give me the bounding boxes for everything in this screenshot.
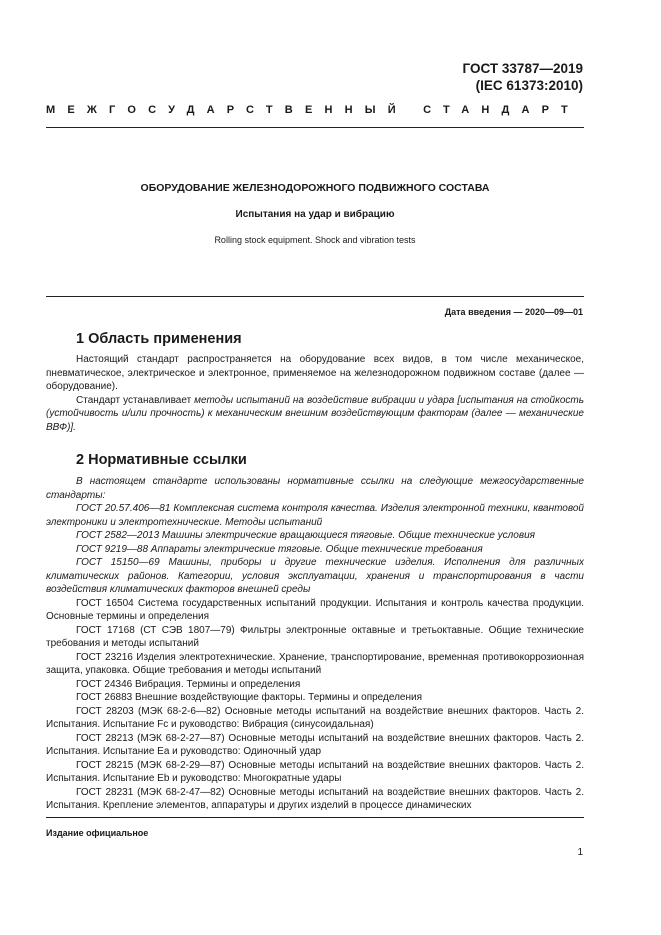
introduction-date: Дата введения — 2020—09—01	[444, 307, 583, 317]
document-title-english: Rolling stock equipment. Shock and vibration tests	[214, 235, 416, 245]
document-id-block	[463, 60, 583, 94]
iec-number: (IEC 61373:2010)	[475, 78, 583, 93]
paragraph: В настоящем стандарте использованы нормативные ссылки на следующие межгосударственные стандарты:	[46, 476, 584, 501]
edition-label: Издание официальное	[46, 828, 149, 838]
reference-item: ГОСТ 15150—69 Машины, приборы и другие технические изделия. Исполнения для различных климатических районов. Категории, условия эксплуатации, хранения и транспортирования в части воздействия климатических факторов внешней среды	[46, 557, 584, 595]
paragraph: Стандарт устанавливает методы испытаний на воздействие вибрации и удара [испытания на стойкость (устойчивость и/или прочность) к механическим внешним воздействующим факторам (далее — механические ВВФ)].	[46, 394, 584, 433]
reference-item: ГОСТ 26883 Внешние воздействующие факторы. Термины и определения	[76, 692, 423, 703]
reference-item: ГОСТ 28203 (МЭК 68-2-6—82) Основные методы испытаний на воздействие внешних факторов. Часть 2. Испытания. Испытание Fc и руководство: Вибрация (синусоидальная)	[46, 705, 584, 730]
page-number: 1	[577, 847, 583, 858]
document-title: ОБОРУДОВАНИЕ ЖЕЛЕЗНОДОРОЖНОГО ПОДВИЖНОГО СОСТАВА	[140, 182, 490, 194]
section-2-heading: 2 Нормативные ссылки	[76, 452, 247, 468]
reference-item: ГОСТ 28215 (МЭК 68-2-29—87) Основные методы испытаний на воздействие внешних факторов. Часть 2. Испытания. Испытание Eb и руководство: Многократные удары	[46, 759, 584, 784]
reference-item: ГОСТ 28231 (МЭК 68-2-47—82) Основные методы испытаний на воздействие внешних факторов. Часть 2. Испытания. Крепление элементов, аппаратуры и других изделий в процессе динамических	[46, 786, 584, 811]
reference-item: ГОСТ 20.57.406—81 Комплексная система контроля качества. Изделия электронной техники, квантовой электроники и электротехнические. Методы испытаний	[46, 503, 584, 528]
section-2-body	[46, 475, 584, 813]
footer-rule	[46, 817, 584, 818]
reference-list-italic	[46, 502, 584, 597]
section-1-heading: 1 Область применения	[76, 331, 242, 347]
section-1-body	[46, 353, 584, 434]
reference-item: ГОСТ 24346 Вибрация. Термины и определения	[76, 678, 301, 690]
reference-item: ГОСТ 9219—88 Аппараты электрические тяговые. Общие технические требования	[76, 543, 483, 555]
reference-item: ГОСТ 16504 Система государственных испытаний продукции. Испытания и контроль качества продукции. Основные термины и определения	[46, 597, 584, 622]
reference-item: ГОСТ 23216 Изделия электротехнические. Хранение, транспортирование, временная противокоррозионная защита, упаковка. Общие требования и методы испытаний	[46, 651, 584, 676]
gost-number: ГОСТ 33787—2019	[462, 61, 583, 76]
reference-list	[46, 597, 584, 813]
paragraph: Настоящий стандарт распространяется на оборудование всех видов, в том числе механическое, пневматическое, электрическое и электронное, применяемое на железнодорожном подвижном составе (далее — оборудование).	[46, 354, 584, 392]
document-subtitle: Испытания на удар и вибрацию	[235, 209, 395, 220]
reference-item: ГОСТ 2582—2013 Машины электрические вращающиеся тяговые. Общие технические условия	[76, 530, 535, 541]
reference-item: ГОСТ 28213 (МЭК 68-2-27—87) Основные методы испытаний на воздействие внешних факторов. Часть 2. Испытания. Испытание Еа и руководство: Одиночный удар	[46, 732, 584, 757]
header-rule	[46, 127, 584, 128]
reference-item: ГОСТ 17168 (СТ СЭВ 1807—79) Фильтры электронные октавные и третьоктавные. Общие технические требования и методы испытаний	[46, 624, 584, 649]
standard-type-banner: МЕЖГОСУДАРСТВЕННЫЙ СТАНДАРТ	[46, 104, 580, 116]
title-rule	[46, 296, 584, 297]
